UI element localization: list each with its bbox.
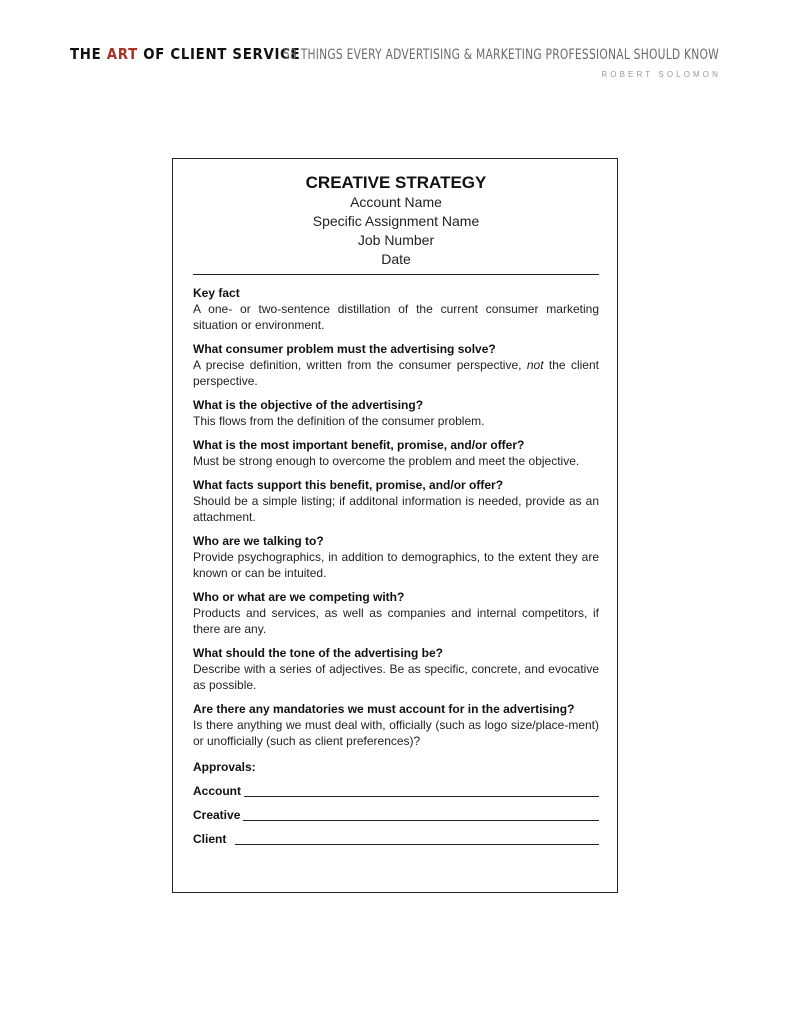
account-name-line: Account Name [350, 194, 442, 210]
section-answer [193, 357, 599, 389]
book-author: ROBERT SOLOMON [601, 70, 721, 79]
section-consumer-problem [193, 341, 599, 389]
approvals-block [193, 759, 599, 847]
creative-strategy-form [172, 158, 618, 893]
header-divider [193, 274, 599, 275]
section-question: What should the tone of the advertising be? [193, 646, 444, 660]
section-benefit [193, 437, 599, 469]
book-title [70, 45, 300, 63]
section-competition [193, 589, 599, 637]
section-supporting-facts [193, 477, 599, 525]
section-objective [193, 397, 599, 429]
section-answer: Should be a simple listing; if additonal information is needed, provide as an attachment. [193, 494, 599, 524]
account-signature-row [193, 783, 599, 799]
approvals-title: Approvals: [193, 760, 256, 774]
creative-signature-line [243, 820, 599, 821]
section-question: Are there any mandatories we must account for in the advertising? [193, 702, 575, 716]
client-signature-row [193, 831, 599, 847]
creative-label: Creative [193, 808, 241, 822]
section-answer: This flows from the definition of the consumer problem. [193, 414, 485, 428]
client-label: Client [193, 832, 227, 846]
running-header [70, 45, 720, 64]
creative-signature-row [193, 807, 599, 823]
answer-emphasis: not [526, 358, 544, 372]
book-subtitle: 58 THINGS EVERY ADVERTISING & MARKETING PROFESSIONAL SHOULD KNOW [283, 47, 719, 63]
book-title-accent: ART [106, 45, 138, 63]
section-answer: Must be strong enough to overcome the problem and meet the objective. [193, 454, 580, 468]
account-signature-line [244, 796, 599, 797]
section-question: What is the objective of the advertising? [193, 398, 424, 412]
job-number-line: Job Number [357, 232, 435, 248]
section-tone [193, 645, 599, 693]
section-question: What facts support this benefit, promise, and/or offer? [193, 478, 504, 492]
section-question: Who are we talking to? [193, 534, 324, 548]
assignment-name-line: Specific Assignment Name [312, 213, 480, 229]
section-answer: Describe with a series of adjectives. Be as specific, concrete, and evocative as possible. [193, 662, 599, 692]
form-content [193, 173, 599, 855]
section-question: Key fact [193, 286, 240, 300]
form-title: CREATIVE STRATEGY [305, 173, 487, 192]
section-question: What is the most important benefit, promise, and/or offer? [193, 438, 525, 452]
client-signature-line [235, 844, 599, 845]
date-line: Date [381, 251, 411, 267]
book-title-pre: THE [70, 45, 107, 63]
account-label: Account [193, 784, 241, 798]
section-answer: Products and services, as well as companies and internal competitors, if there are any. [193, 606, 599, 636]
section-answer: Provide psychographics, in addition to demographics, to the extent they are known or can be intuited. [193, 550, 599, 580]
section-audience [193, 533, 599, 581]
answer-text-pre: A precise definition, written from the consumer perspective, [193, 358, 527, 372]
section-question: What consumer problem must the advertising solve? [193, 342, 496, 356]
book-title-post: OF CLIENT SERVICE [137, 45, 301, 63]
section-answer: Is there anything we must deal with, officially (such as logo size/place-ment) or unofficially (such as client preferences)? [193, 718, 599, 748]
section-mandatories [193, 701, 599, 749]
strategy-sections [193, 285, 599, 749]
section-key-fact [193, 285, 599, 333]
answer-text-post: the client perspective. [193, 358, 599, 388]
section-answer: A one- or two-sentence distillation of the current consumer marketing situation or environment. [193, 302, 599, 332]
section-question: Who or what are we competing with? [193, 590, 405, 604]
